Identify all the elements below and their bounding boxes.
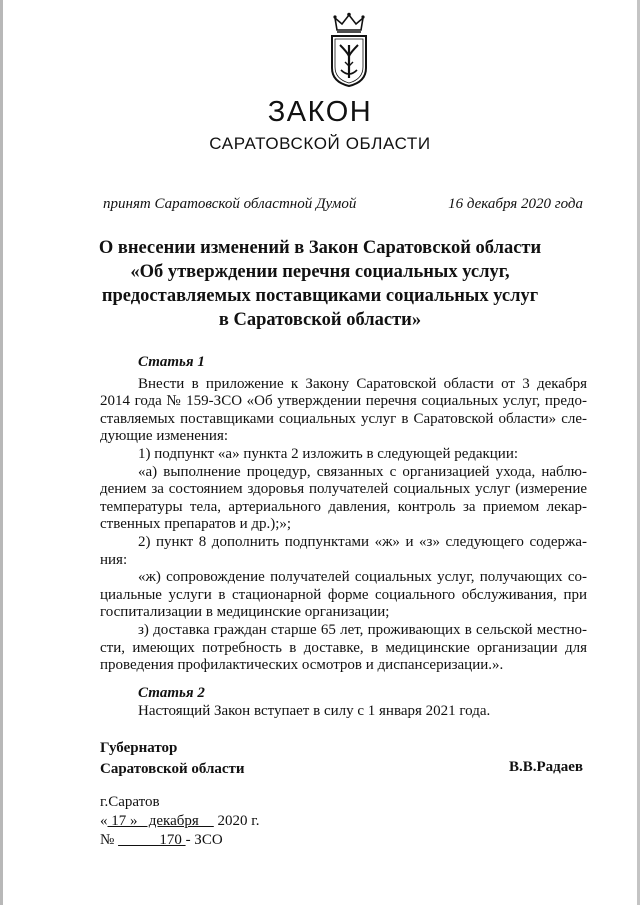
article-1 bbox=[100, 354, 587, 675]
place-date-number bbox=[100, 793, 260, 850]
article-1-intro: Внести в приложение к Закону Саратовской области от 3 декабря 2014 года № 159-ЗСО «Об утверждении перечня социальных услуг, предо- ставляемых поставщиками социальных услуг в Саратовской области» сле- дующие изменения: bbox=[100, 375, 587, 445]
article-1-item-1-text: «а) выполнение процедур, связанных с организацией ухода, наблю- дением за состоянием здоровья получателей социальных услуг (измерение температуры тела, артериального давления, контроль за приемом лекар- ственных препаратов и др.);»; bbox=[100, 463, 587, 533]
signatory-position-line: Саратовской области bbox=[100, 761, 245, 777]
document-title-line: предоставляемых поставщиками социальных услуг bbox=[101, 286, 539, 306]
city: г.Саратов bbox=[100, 794, 160, 810]
document-title-line: «Об утверждении перечня социальных услуг, bbox=[130, 262, 510, 282]
adoption-date: 16 декабря 2020 года bbox=[448, 196, 583, 212]
sign-date-day: 17 » bbox=[107, 813, 138, 829]
law-number: № 170 - ЗСО bbox=[100, 832, 223, 848]
article-2-heading: Статья 2 bbox=[138, 685, 205, 701]
coat-of-arms-icon bbox=[327, 12, 371, 88]
document-title-line: в Саратовской области» bbox=[218, 310, 422, 330]
signatory-position bbox=[100, 738, 245, 780]
document-title bbox=[80, 236, 560, 332]
adoption-note: принят Саратовской областной Думой bbox=[103, 196, 357, 212]
article-1-heading: Статья 1 bbox=[138, 354, 205, 370]
signatory-position-line: Губернатор bbox=[100, 740, 178, 756]
law-number-value: 170 bbox=[118, 832, 186, 848]
article-1-item-1: 1) подпункт «а» пункта 2 изложить в следующей редакции: bbox=[138, 445, 519, 462]
sign-date: « 17 » декабря 2020 г. bbox=[100, 813, 260, 829]
article-2-text: Настоящий Закон вступает в силу с 1 января 2021 года. bbox=[138, 702, 491, 719]
article-1-item-2-zh: «ж) сопровождение получателей социальных услуг, получающих со- циальные услуги в стационарной форме социального обслуживания, при госпитализации в медицинские организации; bbox=[100, 569, 587, 621]
article-2 bbox=[100, 685, 587, 720]
article-1-item-2: 2) пункт 8 дополнить подпунктами «ж» и «з» следующего содержа- ния: bbox=[100, 533, 587, 568]
sign-date-year: 2020 г. bbox=[213, 813, 260, 829]
document-title-line: О внесении изменений в Закон Саратовской области bbox=[98, 238, 542, 258]
sign-date-month: декабря bbox=[137, 813, 214, 829]
law-title: ЗАКОН bbox=[267, 96, 373, 128]
signatory-name: В.В.Радаев bbox=[508, 759, 583, 775]
article-1-item-2-z: з) доставка граждан старше 65 лет, проживающих в сельской местно- сти, имеющих потребность в доставке, в медицинские организации для проведения профилактических осмотров и диспансеризации.». bbox=[100, 621, 587, 674]
law-subtitle: САРАТОВСКОЙ ОБЛАСТИ bbox=[209, 134, 431, 153]
